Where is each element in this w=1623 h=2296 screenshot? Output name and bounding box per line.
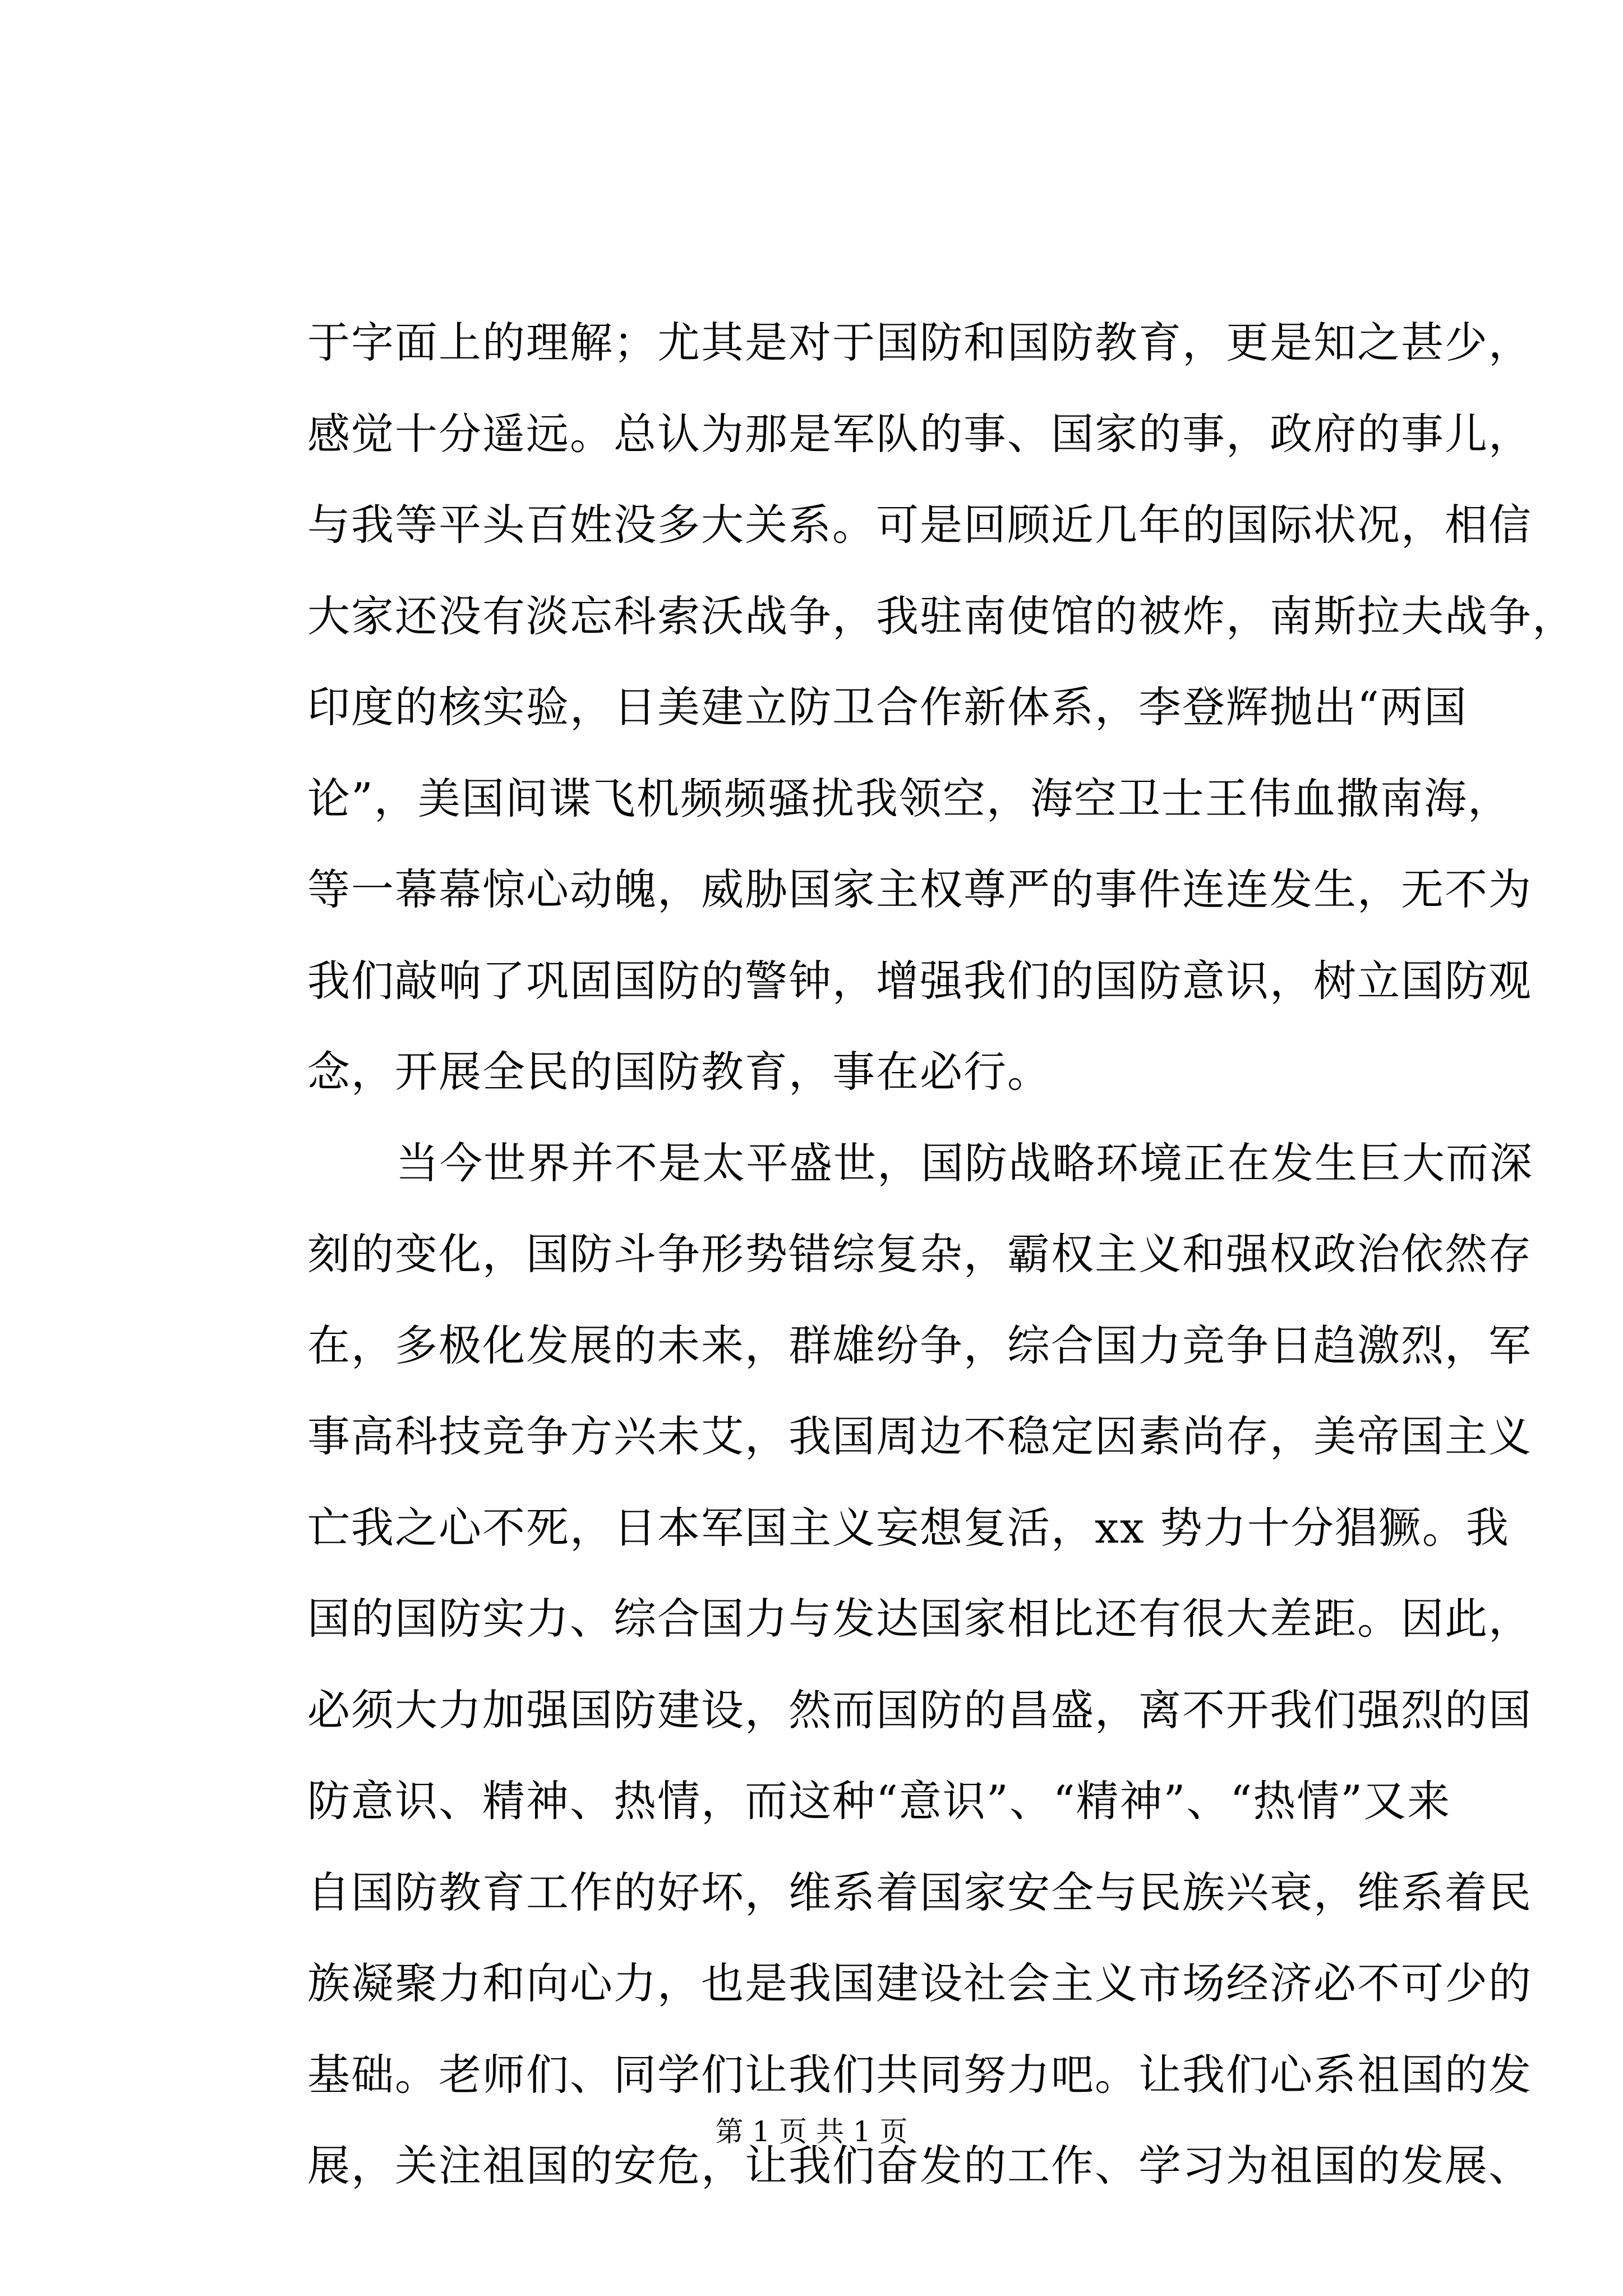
text-line: 印度的核实验，日美建立防卫合作新体系，李登辉抛出“两国 (307, 682, 1468, 732)
page-footer: 第 1 页 共 1 页 (715, 2115, 908, 2148)
paragraph-continuation (307, 297, 1576, 1118)
text-line: 国的国防实力、综合国力与发达国家相比还有很大差距。因此， (307, 1594, 1532, 1644)
text-line: 族凝聚力和向心力，也是我国建设社会主义市场经济必不可少的 (307, 1958, 1532, 2008)
text-line: 感觉十分遥远。总认为那是军队的事、国家的事，政府的事儿， (307, 408, 1532, 459)
text-line: 刻的变化，国防斗争形势错综复杂，霸权主义和强权政治依然存 (307, 1229, 1532, 1279)
text-line: 自国防教育工作的好坏，维系着国家安全与民族兴衰，维系着民 (307, 1867, 1532, 1917)
document-body (307, 297, 1576, 2212)
text-line: 在，多极化发展的未来，群雄纷争，综合国力竞争日趋激烈，军 (307, 1320, 1532, 1370)
text-line: 与我等平头百姓没多大关系。可是回顾近几年的国际状况，相信 (307, 500, 1532, 550)
text-line: 论”，美国间谍飞机频频骚扰我领空，海空卫士王伟血撒南海， (307, 773, 1511, 823)
text-line: 亡我之心不死，日本军国主义妄想复活，xx 势力十分猖獗。我 (307, 1502, 1510, 1553)
text-line: 等一幕幕惊心动魄，威胁国家主权尊严的事件连连发生，无不为 (307, 864, 1532, 914)
text-line: 我们敲响了巩固国防的警钟，增强我们的国防意识，树立国防观 (307, 955, 1532, 1006)
text-line-first: 当今世界并不是太平盛世，国防战略环境正在发生巨大而深 (396, 1138, 1533, 1188)
text-line: 大家还没有淡忘科索沃战争，我驻南使馆的被炸，南斯拉夫战争， (307, 591, 1576, 641)
text-line: 事高科技竞争方兴未艾，我国周边不稳定因素尚存，美帝国主义 (307, 1411, 1532, 1461)
paragraph-second (307, 1118, 1533, 2212)
text-line: 必须大力加强国防建设，然而国防的昌盛，离不开我们强烈的国 (307, 1685, 1532, 1735)
text-line: 念，开展全民的国防教育，事在必行。 (307, 1047, 1051, 1097)
text-line: 于字面上的理解；尤其是对于国防和国防教育，更是知之甚少， (307, 318, 1532, 367)
text-line: 展，关注祖国的安危，让我们奋发的工作、学习为祖国的发展、 (307, 2141, 1532, 2191)
text-line: 防意识、精神、热情，而这种“意识”、“精神”、“热情”又来 (307, 1776, 1451, 1826)
text-line: 基础。老师们、同学们让我们共同努力吧。让我们心系祖国的发 (307, 2049, 1532, 2100)
